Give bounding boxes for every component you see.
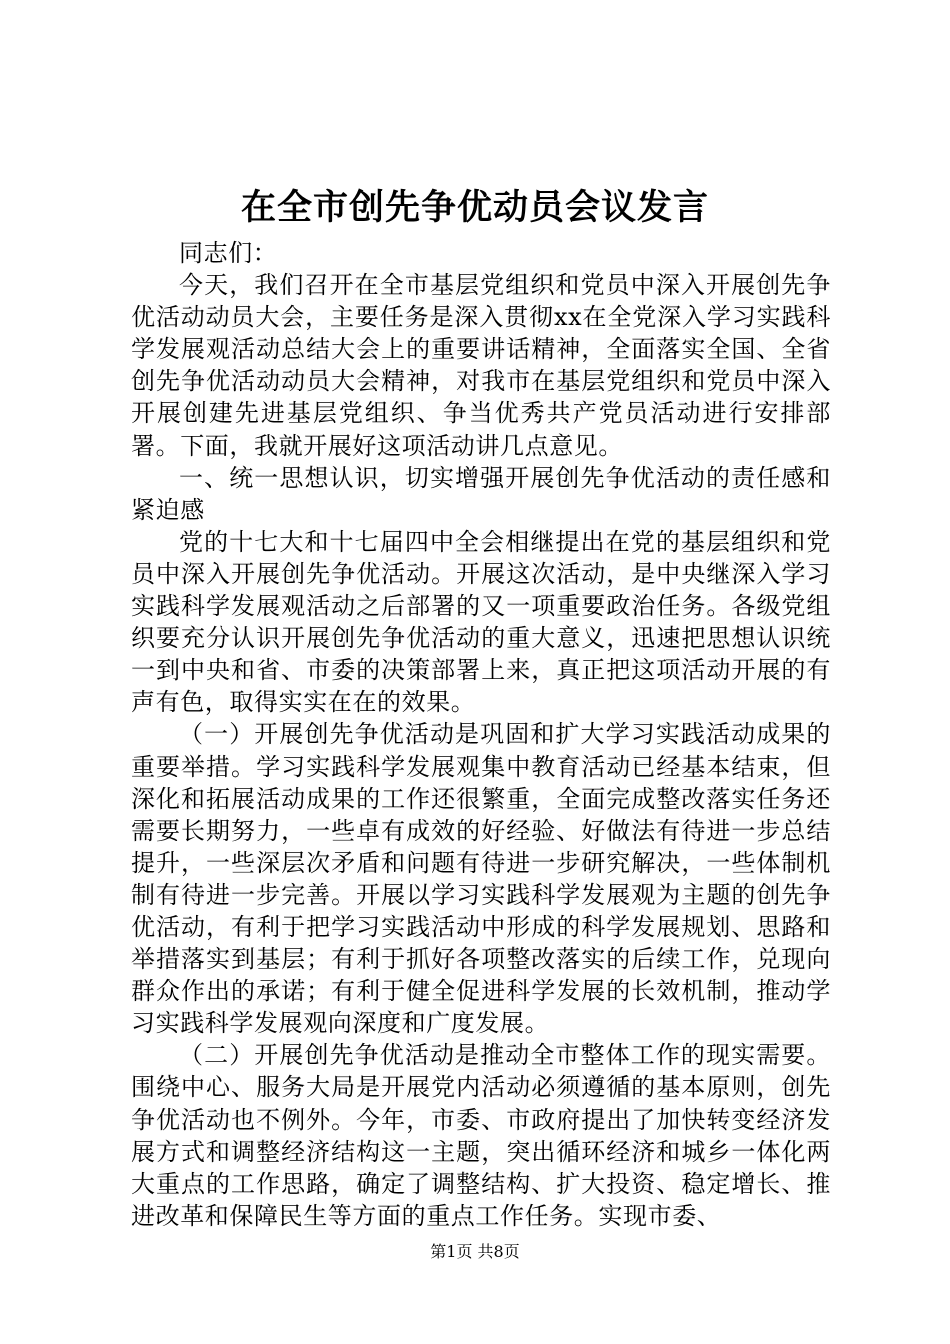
document-body [131,237,831,1232]
section-heading-1: 一、统一思想认识，切实增强开展创先争优活动的责任感和紧迫感 [131,463,831,524]
paragraph-point-1: （一）开展创先争优活动是巩固和扩大学习实践活动成果的重要举措。学习实践科学发展观集中教育活动已经基本结束，但深化和拓展活动成果的工作还很繁重，全面完成整改落实任务还需要长期努力，一些卓有成效的好经验、好做法有待进一步总结提升，一些深层次矛盾和问题有待进一步研究解决，一些体制机制有待进一步完善。开展以学习实践科学发展观为主题的创先争优活动，有利于把学习实践活动中形成的科学发展规划、思路和举措落实到基层；有利于抓好各项整改落实的后续工作，兑现向群众作出的承诺；有利于健全促进科学发展的长效机制，推动学习实践科学发展观向深度和广度发展。 [131,720,831,1038]
document-title: 在全市创先争优动员会议发言 [240,187,709,228]
paragraph-intro: 今天，我们召开在全市基层党组织和党员中深入开展创先争优活动动员大会，主要任务是深入贯彻xx在全党深入学习实践科学发展观活动总结大会上的重要讲话精神，全面落实全国、全省创先争优活动动员大会精神，对我市在基层党组织和党员中深入开展创建先进基层党组织、争当优秀共产党员活动进行安排部署。下面，我就开展好这项活动讲几点意见。 [131,271,831,460]
paragraph-point-2: （二）开展创先争优活动是推动全市整体工作的现实需要。围绕中心、服务大局是开展党内活动必须遵循的基本原则，创先争优活动也不例外。今年，市委、市政府提出了加快转变经济发展方式和调整经济结构这一主题，突出循环经济和城乡一体化两大重点的工作思路，确定了调整结构、扩大投资、稳定增长、推进改革和保障民生等方面的重点工作任务。实现市委、 [131,1041,831,1230]
paragraph-section-1: 党的十七大和十七届四中全会相继提出在党的基层组织和党员中深入开展创先争优活动。开展这次活动，是中央继深入学习实践科学发展观活动之后部署的又一项重要政治任务。各级党组织要充分认识开展创先争优活动的重大意义，迅速把思想认识统一到中央和省、市委的决策部署上来，真正把这项活动开展的有声有色，取得实实在在的效果。 [131,527,831,717]
page-number: 第1页 共8页 [430,1242,520,1261]
salutation: 同志们： [179,239,278,267]
